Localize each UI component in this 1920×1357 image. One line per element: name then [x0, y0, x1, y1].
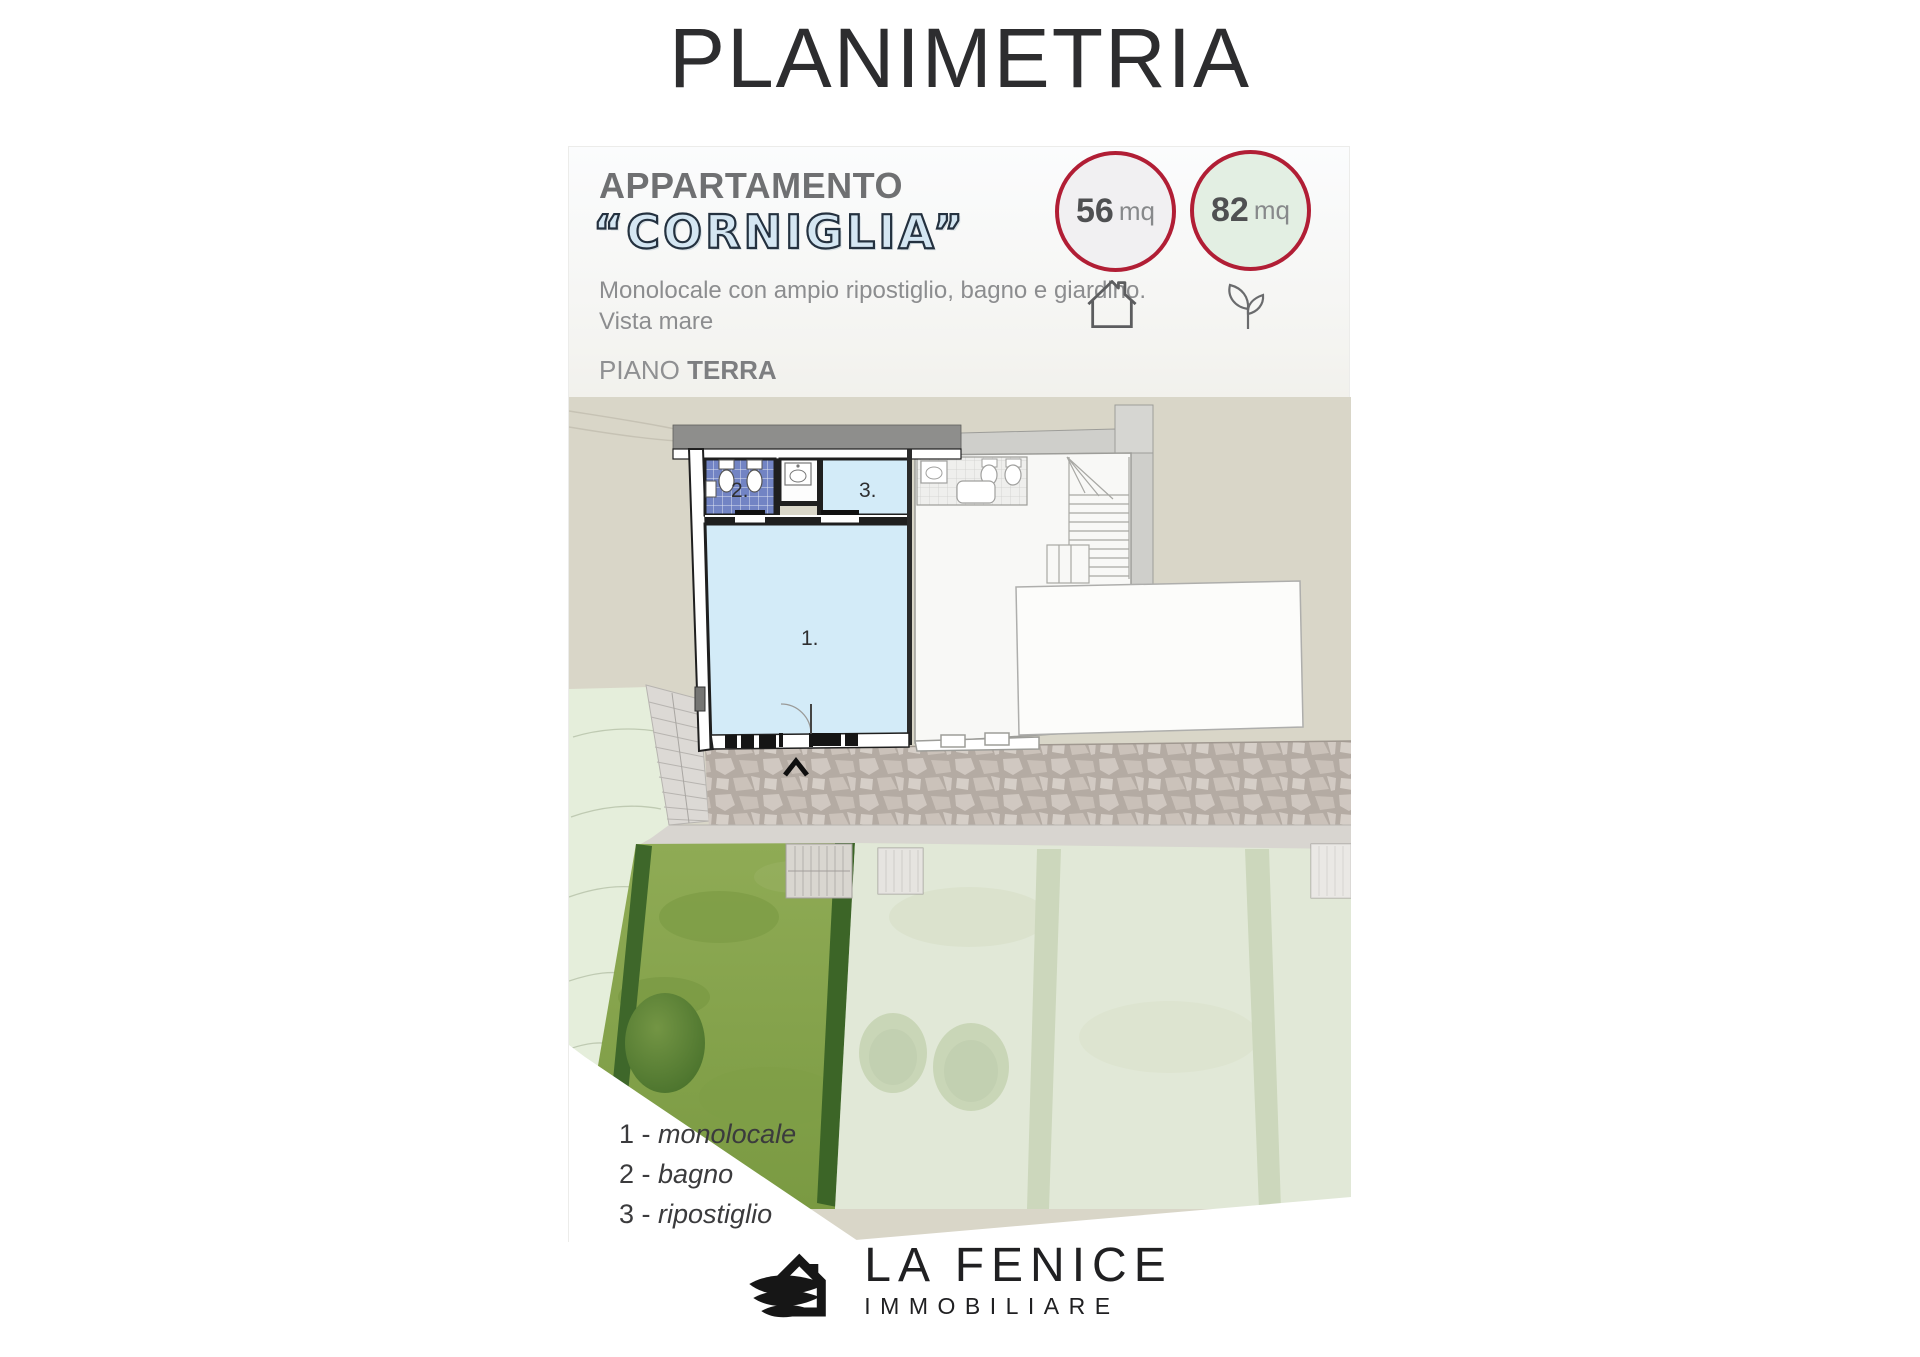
plan-room-label-1: 1. [801, 627, 819, 650]
plan-room-label-2: 2. [731, 479, 749, 502]
area-unit: mq [1118, 196, 1155, 226]
legend-name: bagno [658, 1159, 734, 1189]
brand-subtitle: IMMOBILIARE [864, 1293, 1120, 1319]
garden-neighbor-faded [835, 843, 1351, 1209]
garden-bush [625, 993, 705, 1093]
area-badge-garden [1190, 150, 1311, 271]
card-header [569, 147, 1349, 397]
legend-separator: - [634, 1199, 659, 1229]
plan-room-label-3: 3. [859, 479, 877, 502]
description-line2: Vista mare [599, 308, 714, 335]
description-line1: Monolocale con ampio ripostiglio, bagno e giardino. [599, 277, 1147, 304]
annex-footprint [1016, 581, 1303, 735]
apartment-description [599, 275, 1146, 337]
legend-number: 2 [619, 1159, 635, 1189]
legend-separator: - [634, 1159, 659, 1189]
sink-fixture [706, 481, 716, 497]
legend-name: monolocale [658, 1119, 797, 1149]
stone-path [639, 741, 1351, 849]
house-icon [1083, 275, 1141, 331]
phoenix-house-icon [747, 1240, 852, 1322]
floor-label: PIANO [599, 355, 688, 385]
brand-name: LA FENICE [864, 1239, 1173, 1292]
floor-line [599, 355, 777, 386]
floor-value: TERRA [687, 355, 777, 385]
door-leaf [735, 510, 765, 515]
door-leaf [821, 510, 859, 515]
legend-item [619, 1159, 796, 1190]
plan-legend [619, 1119, 796, 1239]
area-badge-living [1055, 151, 1176, 272]
apartment-heading: APPARTAMENTO [599, 165, 904, 206]
area-unit: mq [1253, 195, 1290, 225]
page-title: PLANIMETRIA [668, 11, 1252, 105]
legend-separator: - [634, 1119, 659, 1149]
apartment-name: “CORNIGLIA” [593, 205, 966, 259]
legend-item [619, 1199, 796, 1230]
plant-icon [1221, 277, 1275, 331]
legend-item [619, 1119, 796, 1150]
area-value: 56 [1076, 192, 1114, 230]
legend-name: ripostiglio [658, 1199, 773, 1229]
bidet-fixture [747, 470, 762, 492]
legend-number: 3 [619, 1199, 635, 1229]
floorplan-card [568, 146, 1350, 1242]
legend-number: 1 [619, 1119, 635, 1149]
area-value: 82 [1211, 191, 1249, 229]
brand-text [864, 1239, 1173, 1320]
brand-logo [747, 1240, 1172, 1322]
site-plan [569, 397, 1351, 1243]
